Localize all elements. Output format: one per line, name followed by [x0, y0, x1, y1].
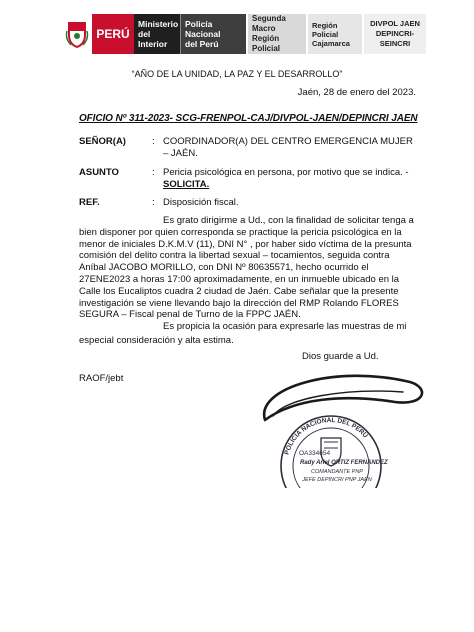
year-motto: “AÑO DE LA UNIDAD, LA PAZ Y EL DESARROLLO”	[131, 69, 343, 79]
division-label: DIVPOL JAEN DEPINCRI-SEINCRI	[362, 14, 426, 54]
reference-label: REF.	[79, 197, 100, 208]
subject-colon: :	[152, 167, 155, 178]
signature-and-seal	[225, 358, 430, 488]
officer-name: Rady Ariel ORTIZ FERNANDEZ	[300, 460, 388, 466]
reference-colon: :	[152, 197, 155, 208]
recipient-value: COORDINADOR(A) DEL CENTRO EMERGENCIA MUJER – JAÉN.	[163, 136, 413, 159]
seal-ring-text: POLICÍA NACIONAL DEL PERÚ	[283, 416, 369, 456]
body-paragraph-1: Es grato dirigirme a Ud., con la finalidad de solicitar tenga a bien disponer por quien corresponda se practique la pericia psicológica en la menor de iniciales D.K.M.V (11), DNI N° , por haber sido víctima de la presunta comisión del delito contra la libertad sexual – tocamientos, seguida contra Aníbal JACOBO MORILLO, con DNI Nº 80635571, hecho ocurrido el 27ENE2023 a horas 17:00 aproximadamente, en un inmueble ubicado en la Calle los Eucaliptos cuadra 2 ciudad de Jaén. Cabe señalar que la presente investigación se viene llevando bajo la dirección del RMP Rolando FLORES SEGURA – Fiscal penal de Turno de la FPPC JAÉN.	[79, 215, 414, 321]
letterhead	[62, 14, 426, 54]
recipient-colon: :	[152, 136, 155, 147]
officer-rank: COMANDANTE PNP	[311, 469, 363, 475]
subject-value: Pericia psicológica en persona, por motivo que se indica. - SOLICITA.	[163, 167, 423, 191]
police-label: Policía Nacional del Perú	[180, 14, 246, 54]
signature-stroke-inner	[273, 391, 403, 416]
seal-id: OA334654	[299, 450, 331, 457]
ministry-label: Ministerio del Interior	[134, 14, 180, 54]
subject-action: SOLICITA.	[163, 179, 210, 190]
signature-stroke	[264, 376, 422, 420]
body-paragraph-2: Es propicia la ocasión para expresarle las muestras de mi especial consideración y alta estima.	[79, 321, 407, 346]
closing-salutation: Dios guarde a Ud.	[302, 351, 379, 362]
region-label: Región Policial Cajamarca	[306, 14, 362, 54]
reference-value: Disposición fiscal.	[163, 197, 239, 208]
subject-label: ASUNTO	[79, 167, 119, 178]
country-label: PERÚ	[92, 14, 134, 54]
reference-initials: RAOF/jebt	[79, 373, 124, 384]
recipient-label: SEÑOR(A)	[79, 136, 126, 147]
peru-coat-of-arms-icon	[62, 14, 92, 54]
document-number: OFICIO Nº 311-2023- SCG-FRENPOL-CAJ/DIVPOL-JAEN/DEPINCRI JAEN	[79, 113, 418, 124]
officer-post: JEFE DEPINCRI PNP JAEN	[302, 477, 372, 483]
macro-region-label: Segunda Macro Región Policial	[246, 14, 306, 54]
letter-date: Jaén, 28 de enero del 2023.	[297, 87, 416, 98]
